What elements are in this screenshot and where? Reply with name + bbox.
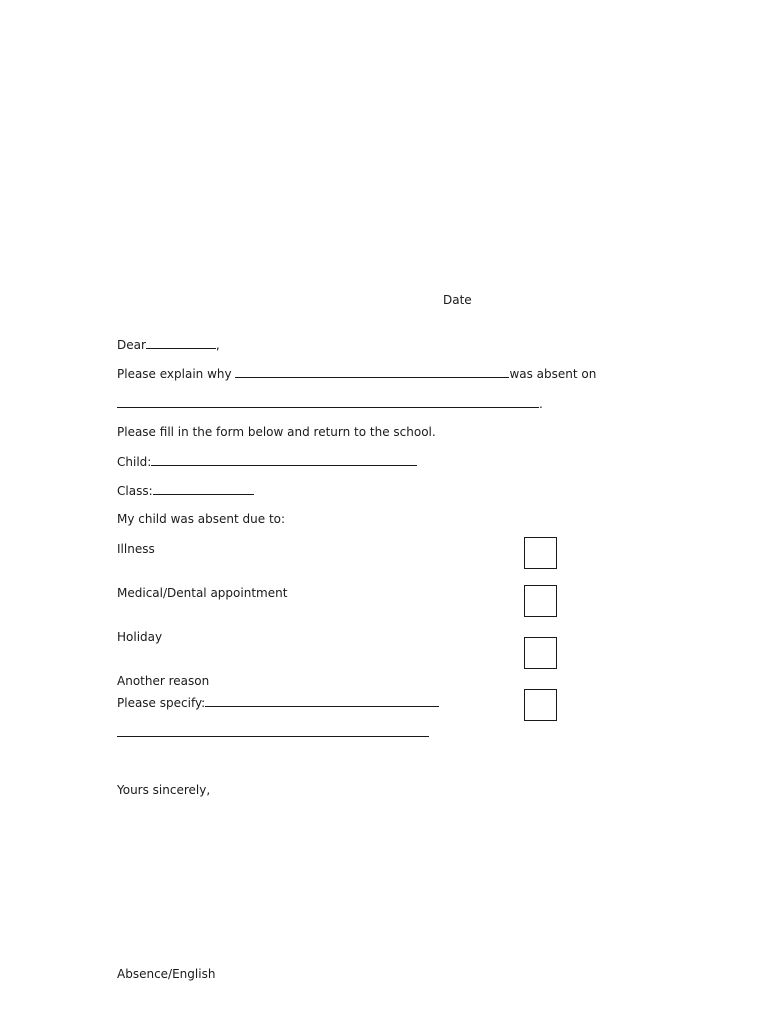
salutation-line: [117, 337, 220, 352]
reason-illness-label: Illness: [117, 542, 155, 556]
instruction-text: Please fill in the form below and return to the school.: [117, 425, 436, 439]
specify-continuation-field[interactable]: [117, 736, 429, 737]
another-reason-checkbox[interactable]: [524, 689, 557, 721]
date-label: Date: [443, 293, 472, 307]
salutation-comma: ,: [215, 338, 220, 352]
child-name-field[interactable]: [235, 366, 509, 378]
specify-field[interactable]: [205, 695, 439, 707]
absent-date-period: .: [539, 397, 543, 411]
explain-prefix: Please explain why: [117, 367, 232, 381]
absent-due-text: My child was absent due to:: [117, 512, 286, 526]
footer-text: Absence/English: [117, 967, 216, 981]
child-field[interactable]: [151, 454, 417, 466]
specify-label: Please specify:: [117, 696, 206, 710]
child-label: Child:: [117, 455, 152, 469]
holiday-checkbox[interactable]: [524, 637, 557, 669]
salutation-text: Dear: [117, 338, 146, 352]
class-label: Class:: [117, 484, 153, 498]
specify-line: [117, 695, 439, 710]
absent-date-line: [117, 396, 543, 411]
explain-line: [117, 366, 596, 381]
child-line: [117, 454, 417, 469]
class-line: [117, 483, 254, 498]
closing-text: Yours sincerely,: [117, 783, 211, 797]
absent-date-field[interactable]: [117, 396, 539, 408]
recipient-name-field[interactable]: [146, 337, 216, 349]
illness-checkbox[interactable]: [524, 537, 557, 569]
explain-suffix: was absent on: [509, 367, 597, 381]
reason-medical-label: Medical/Dental appointment: [117, 586, 288, 600]
medical-dental-checkbox[interactable]: [524, 585, 557, 617]
reason-other-label: Another reason: [117, 674, 210, 688]
reason-holiday-label: Holiday: [117, 630, 163, 644]
class-field[interactable]: [153, 483, 254, 495]
